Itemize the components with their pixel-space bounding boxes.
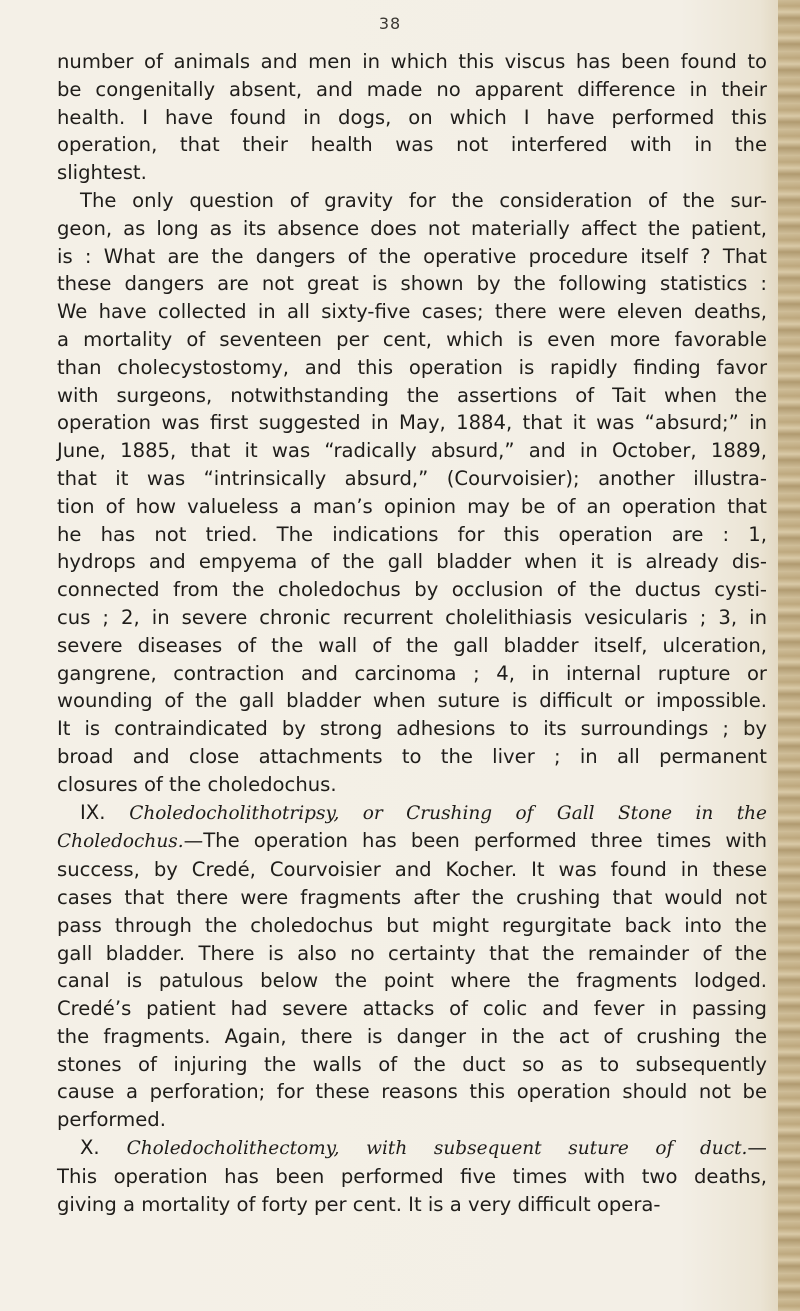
text-line: We have collected in all sixty-five cases; there were eleven deaths,	[57, 300, 767, 324]
text-line	[57, 827, 767, 856]
text-line: It is contraindicated by strong adhesions to its surroundings ; by	[57, 717, 767, 741]
line-prefix: IX.	[80, 800, 130, 824]
text-line: canal is patulous below the point where the fragments lodged.	[57, 969, 767, 993]
italic-heading: Choledochus.	[57, 831, 184, 853]
text-line: geon, as long as its absence does not materially affect the patient,	[57, 216, 767, 240]
text-line: stones of injuring the walls of the duct so as to subsequently	[57, 1052, 767, 1076]
italic-heading: Choledocholithectomy, with subsequent suture of duct.	[126, 1138, 748, 1160]
text-line: be congenitally absent, and made no apparent difference in their	[57, 77, 767, 101]
text-line: he has not tried. The indications for this operation are : 1,	[57, 522, 767, 546]
text-line: hydrops and empyema of the gall bladder when it is already dis-	[57, 550, 767, 574]
text-line: Credé’s patient had severe attacks of colic and fever in passing	[57, 997, 767, 1021]
text-line: the fragments. Again, there is danger in the act of crushing the	[57, 1024, 767, 1048]
text-line: than cholecystostomy, and this operation is rapidly finding favor	[57, 355, 767, 379]
text-line: cus ; 2, in severe chronic recurrent cholelithiasis vesicularis ; 3, in	[57, 605, 767, 629]
body-text	[57, 48, 767, 1218]
text-line: these dangers are not great is shown by the following statistics :	[57, 272, 767, 296]
text-line: slightest.	[57, 161, 147, 185]
text-line: tion of how valueless a man’s opinion may be of an operation that	[57, 494, 767, 518]
text-line: cases that there were fragments after the crushing that would not	[57, 885, 767, 909]
text-line: number of animals and men in which this viscus has been found to	[57, 50, 767, 73]
text-line: gall bladder. There is also no certainty that the remainder of the	[57, 941, 767, 965]
text-line: severe diseases of the wall of the gall bladder itself, ulceration,	[57, 633, 767, 657]
text-line: broad and close attachments to the liver ; in all permanent	[57, 744, 767, 768]
text-line: operation was first suggested in May, 1884, that it was “absurd;” in	[57, 411, 767, 435]
text-line: with surgeons, notwithstanding the assertions of Tait when the	[57, 383, 767, 407]
text-line: performed.	[57, 1108, 166, 1132]
line-suffix: —	[747, 1136, 767, 1160]
page-edge	[778, 0, 800, 1311]
text-line: cause a perforation; for these reasons this operation should not be	[57, 1080, 767, 1104]
text-line: gangrene, contraction and carcinoma ; 4, in internal rupture or	[57, 661, 767, 685]
italic-heading: Choledocholithotripsy, or Crushing of Gall Stone in the	[129, 802, 767, 824]
line-prefix: X.	[80, 1136, 127, 1160]
text-line: success, by Credé, Courvoisier and Kocher. It was found in these	[57, 858, 767, 882]
text-line: health. I have found in dogs, on which I have performed this	[57, 105, 767, 129]
line-suffix: —The operation has been performed three times with	[183, 829, 767, 853]
text-line: that it was “intrinsically absurd,” (Courvoisier); another illustra-	[57, 466, 767, 490]
text-line	[57, 1134, 767, 1163]
text-line: pass through the choledochus but might regurgitate back into the	[57, 913, 767, 937]
text-line: connected from the choledochus by occlusion of the ductus cysti-	[57, 578, 767, 602]
text-line: closures of the choledochus.	[57, 772, 337, 796]
text-line: giving a mortality of forty per cent. It is a very difficult opera-	[57, 1192, 661, 1216]
text-line: This operation has been performed five times with two deaths,	[57, 1164, 767, 1188]
text-line: operation, that their health was not interfered with in the	[57, 133, 767, 157]
text-line: The only question of gravity for the consideration of the sur-	[80, 188, 767, 212]
text-line: wounding of the gall bladder when suture is difficult or impossible.	[57, 689, 767, 713]
text-line	[57, 799, 767, 828]
text-line: a mortality of seventeen per cent, which is even more favorable	[57, 327, 767, 351]
text-line: June, 1885, that it was “radically absurd,” and in October, 1889,	[57, 439, 767, 463]
page-number: 38	[378, 14, 402, 33]
text-line: is : What are the dangers of the operative procedure itself ? That	[57, 244, 767, 268]
